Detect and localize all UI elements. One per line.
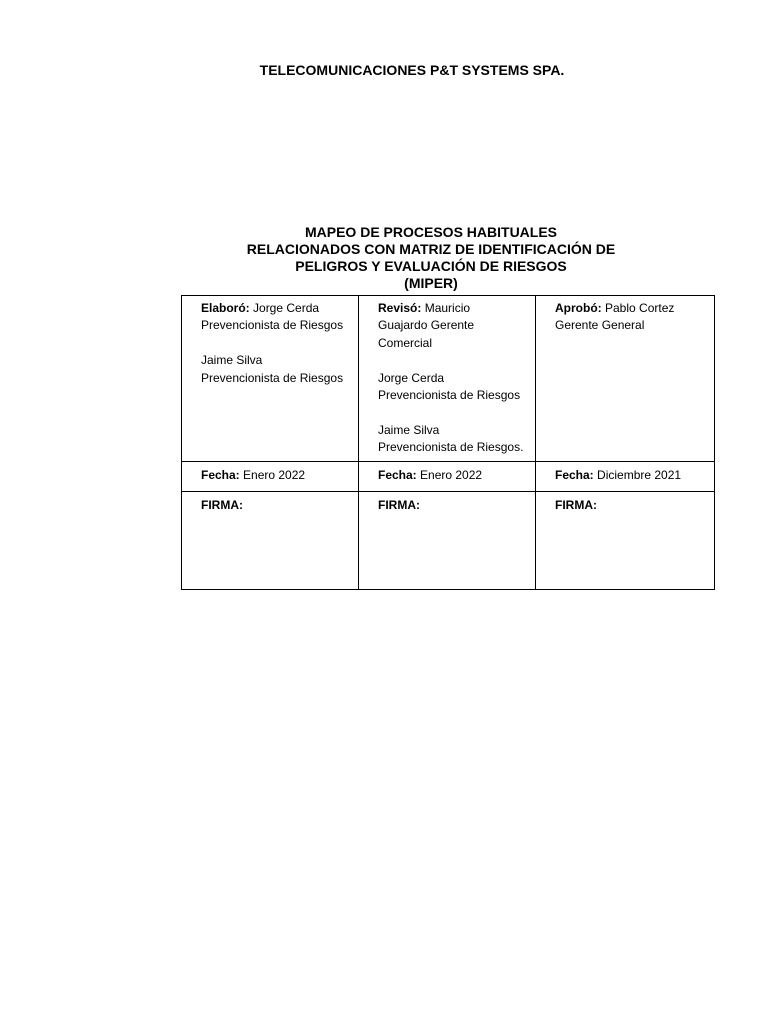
fecha-aprobo-cell [536,462,715,492]
aprobo-person1-role: Gerente General [555,318,645,333]
reviso-person2-name: Jorge Cerda [378,370,445,385]
firma-reviso-cell [359,492,536,590]
aprobo-label: Aprobó: [555,301,602,315]
firma-label: FIRMA: [555,498,597,512]
company-name: TELECOMUNICACIONES P&T SYSTEMS SPA. [259,62,565,78]
approval-people-row [182,296,715,462]
reviso-cell [359,296,536,462]
title-line-1: MAPEO DE PROCESOS HABITUALES [304,224,558,240]
firma-elaboro-cell [182,492,359,590]
fecha-aprobo-value: Diciembre 2021 [597,468,682,482]
approval-signature-row [182,492,715,590]
elaboro-label: Elaboró: [201,301,250,315]
reviso-label: Revisó: [378,301,422,315]
title-line-4: (MIPER) [404,275,458,291]
approval-table [181,295,715,590]
approval-date-row [182,462,715,492]
reviso-person1-line2: Guajardo Gerente [378,318,475,333]
fecha-label: Fecha: [201,468,240,482]
elaboro-person1-name: Jorge Cerda [253,301,320,315]
document-title [0,224,768,292]
aprobo-cell [536,296,715,462]
elaboro-cell [182,296,359,462]
firma-label: FIRMA: [378,498,420,512]
aprobo-person1-name: Pablo Cortez [605,301,675,315]
title-line-3: PELIGROS Y EVALUACIÓN DE RIESGOS [295,258,567,274]
reviso-person1-name: Mauricio [424,301,471,315]
fecha-elaboro-value: Enero 2022 [243,468,306,482]
reviso-person2-role: Prevencionista de Riesgos [378,388,521,403]
elaboro-person1-role: Prevencionista de Riesgos [201,318,344,333]
elaboro-person2-role: Prevencionista de Riesgos [201,370,344,385]
firma-aprobo-cell [536,492,715,590]
fecha-reviso-cell [359,462,536,492]
fecha-reviso-value: Enero 2022 [420,468,483,482]
reviso-person1-line3: Comercial [378,335,433,350]
firma-label: FIRMA: [201,498,243,512]
reviso-person3-name: Jaime Silva [378,422,440,437]
fecha-label: Fecha: [555,468,594,482]
fecha-label: Fecha: [378,468,417,482]
title-line-2: RELACIONADOS CON MATRIZ DE IDENTIFICACIÓN DE [246,241,616,257]
elaboro-person2-name: Jaime Silva [201,353,263,368]
reviso-person3-role: Prevencionista de Riesgos. [378,440,524,455]
fecha-elaboro-cell [182,462,359,492]
